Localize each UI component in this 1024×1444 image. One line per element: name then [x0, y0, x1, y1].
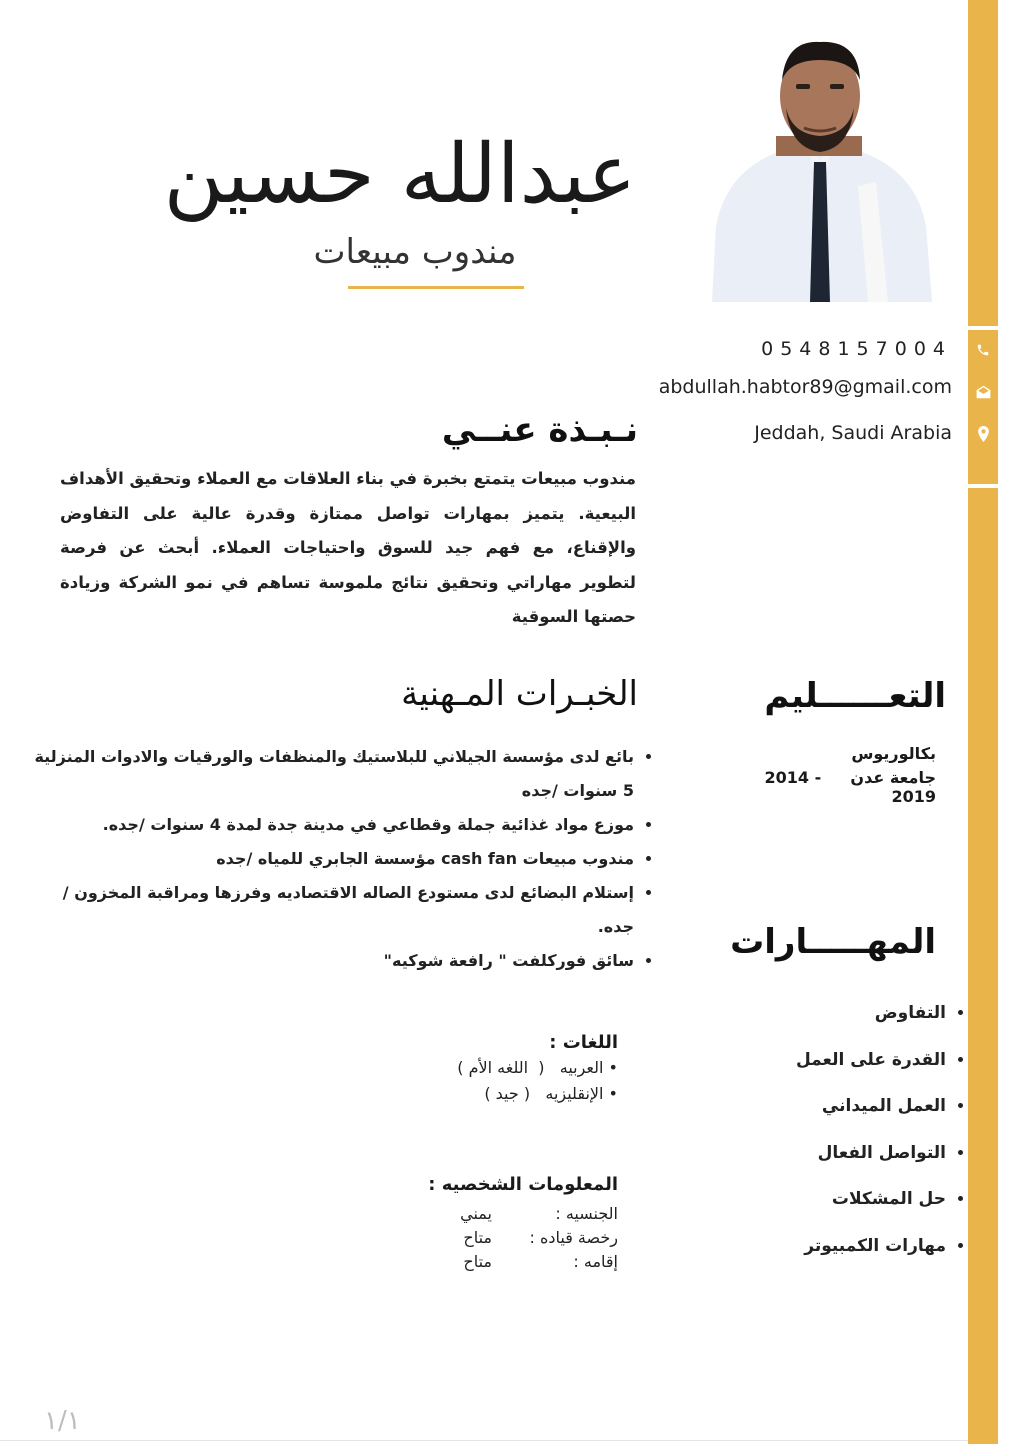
education-degree: بكالوريوس [851, 744, 936, 763]
list-item: • القدرة على العمل [760, 1037, 946, 1084]
education-years: 2014 - 2019 [764, 768, 936, 806]
list-item: • مهارات الكمبيوتر [760, 1223, 946, 1270]
language-item: • الإنقليزيه ( جيد ) [484, 1084, 618, 1103]
personal-info-row [400, 1204, 618, 1228]
list-item: • مندوب مبيعات cash fan مؤسسة الجابري للمياه /جده [24, 842, 634, 876]
job-title: مندوب مبيعات [313, 232, 517, 272]
personal-info-label: رخصة قياده : [529, 1228, 618, 1247]
language-level: ( جيد ) [484, 1084, 531, 1103]
list-item: • موزع مواد غذائية جملة وقطاعي في مدينة جدة لمدة 4 سنوات /جده. [24, 808, 634, 842]
location-text: Jeddah, Saudi Arabia [754, 422, 952, 444]
page-bottom-divider [0, 1440, 968, 1441]
personal-info-row [400, 1228, 618, 1252]
location-pin-icon [968, 420, 998, 448]
phone-icon [968, 336, 998, 364]
list-item: • التفاوض [760, 990, 946, 1037]
candidate-name: عبدالله حسين [163, 127, 637, 222]
sidebar-separator [968, 326, 998, 330]
personal-info-value: متاح [463, 1252, 492, 1271]
list-item: • التواصل الفعال [760, 1130, 946, 1177]
personal-info-value: متاح [463, 1228, 492, 1247]
language-level: ( اللغه الأم ) [457, 1058, 545, 1077]
languages-heading: اللغات : [549, 1032, 618, 1053]
page-number: ١/١ [44, 1406, 81, 1436]
skills-heading: المهـــــارات [730, 922, 936, 962]
list-item: • العمل الميداني [760, 1083, 946, 1130]
education-school-line [730, 768, 936, 806]
education-school: جامعة عدن [850, 768, 936, 787]
language-item: • العربيه ( اللغه الأم ) [457, 1058, 618, 1077]
about-text: مندوب مبيعات يتمتع بخبرة في بناء العلاقات مع العملاء وتحقيق الأهداف البيعية. يتميز بمهارات تواصل ممتازة وقدرة عالية على التفاوض والإقناع، مع فهم جيد للسوق واحتياجات العملاء. أبحث عن فرصة لتطوير مهاراتي وتحقيق نتائج ملموسة تساهم في نمو الشركة وزيادة حصتها السوقية [60, 469, 636, 626]
experience-heading: الخبـرات المـهنية [401, 674, 638, 714]
list-item: • سائق فوركلفت " رافعة شوكيه" [24, 944, 634, 978]
language-name: الإنقليزيه [545, 1084, 604, 1103]
phone-number: 0548157004 [761, 338, 952, 360]
personal-info-label: إقامه : [573, 1252, 618, 1271]
title-underline [348, 286, 524, 289]
list-item: • حل المشكلات [760, 1176, 946, 1223]
personal-info-label: الجنسيه : [555, 1204, 618, 1223]
mail-icon [968, 378, 998, 406]
list-item: • إستلام البضائع لدى مستودع الصاله الاقتصاديه وفرزها ومراقبة المخزون / جده. [24, 876, 634, 944]
list-item: • بائع لدى مؤسسة الجيلاني للبلاستيك والمنظفات والورقيات والادوات المنزلية 5 سنوات /جده [24, 740, 634, 808]
profile-photo [702, 36, 934, 302]
experience-list [24, 740, 662, 978]
email-address: abdullah.habtor89@gmail.com [658, 376, 952, 398]
sidebar-separator [968, 484, 998, 488]
personal-info-value: يمني [460, 1204, 492, 1223]
personal-info-row [400, 1252, 618, 1276]
education-heading: التعــــــليم [764, 676, 946, 716]
language-name: العربيه [559, 1058, 604, 1077]
about-heading: نـبـذة عنــي [441, 410, 638, 450]
personal-info-heading: المعلومات الشخصيه : [428, 1174, 618, 1195]
accent-sidebar-bar [968, 0, 998, 1444]
skills-list [760, 990, 972, 1269]
